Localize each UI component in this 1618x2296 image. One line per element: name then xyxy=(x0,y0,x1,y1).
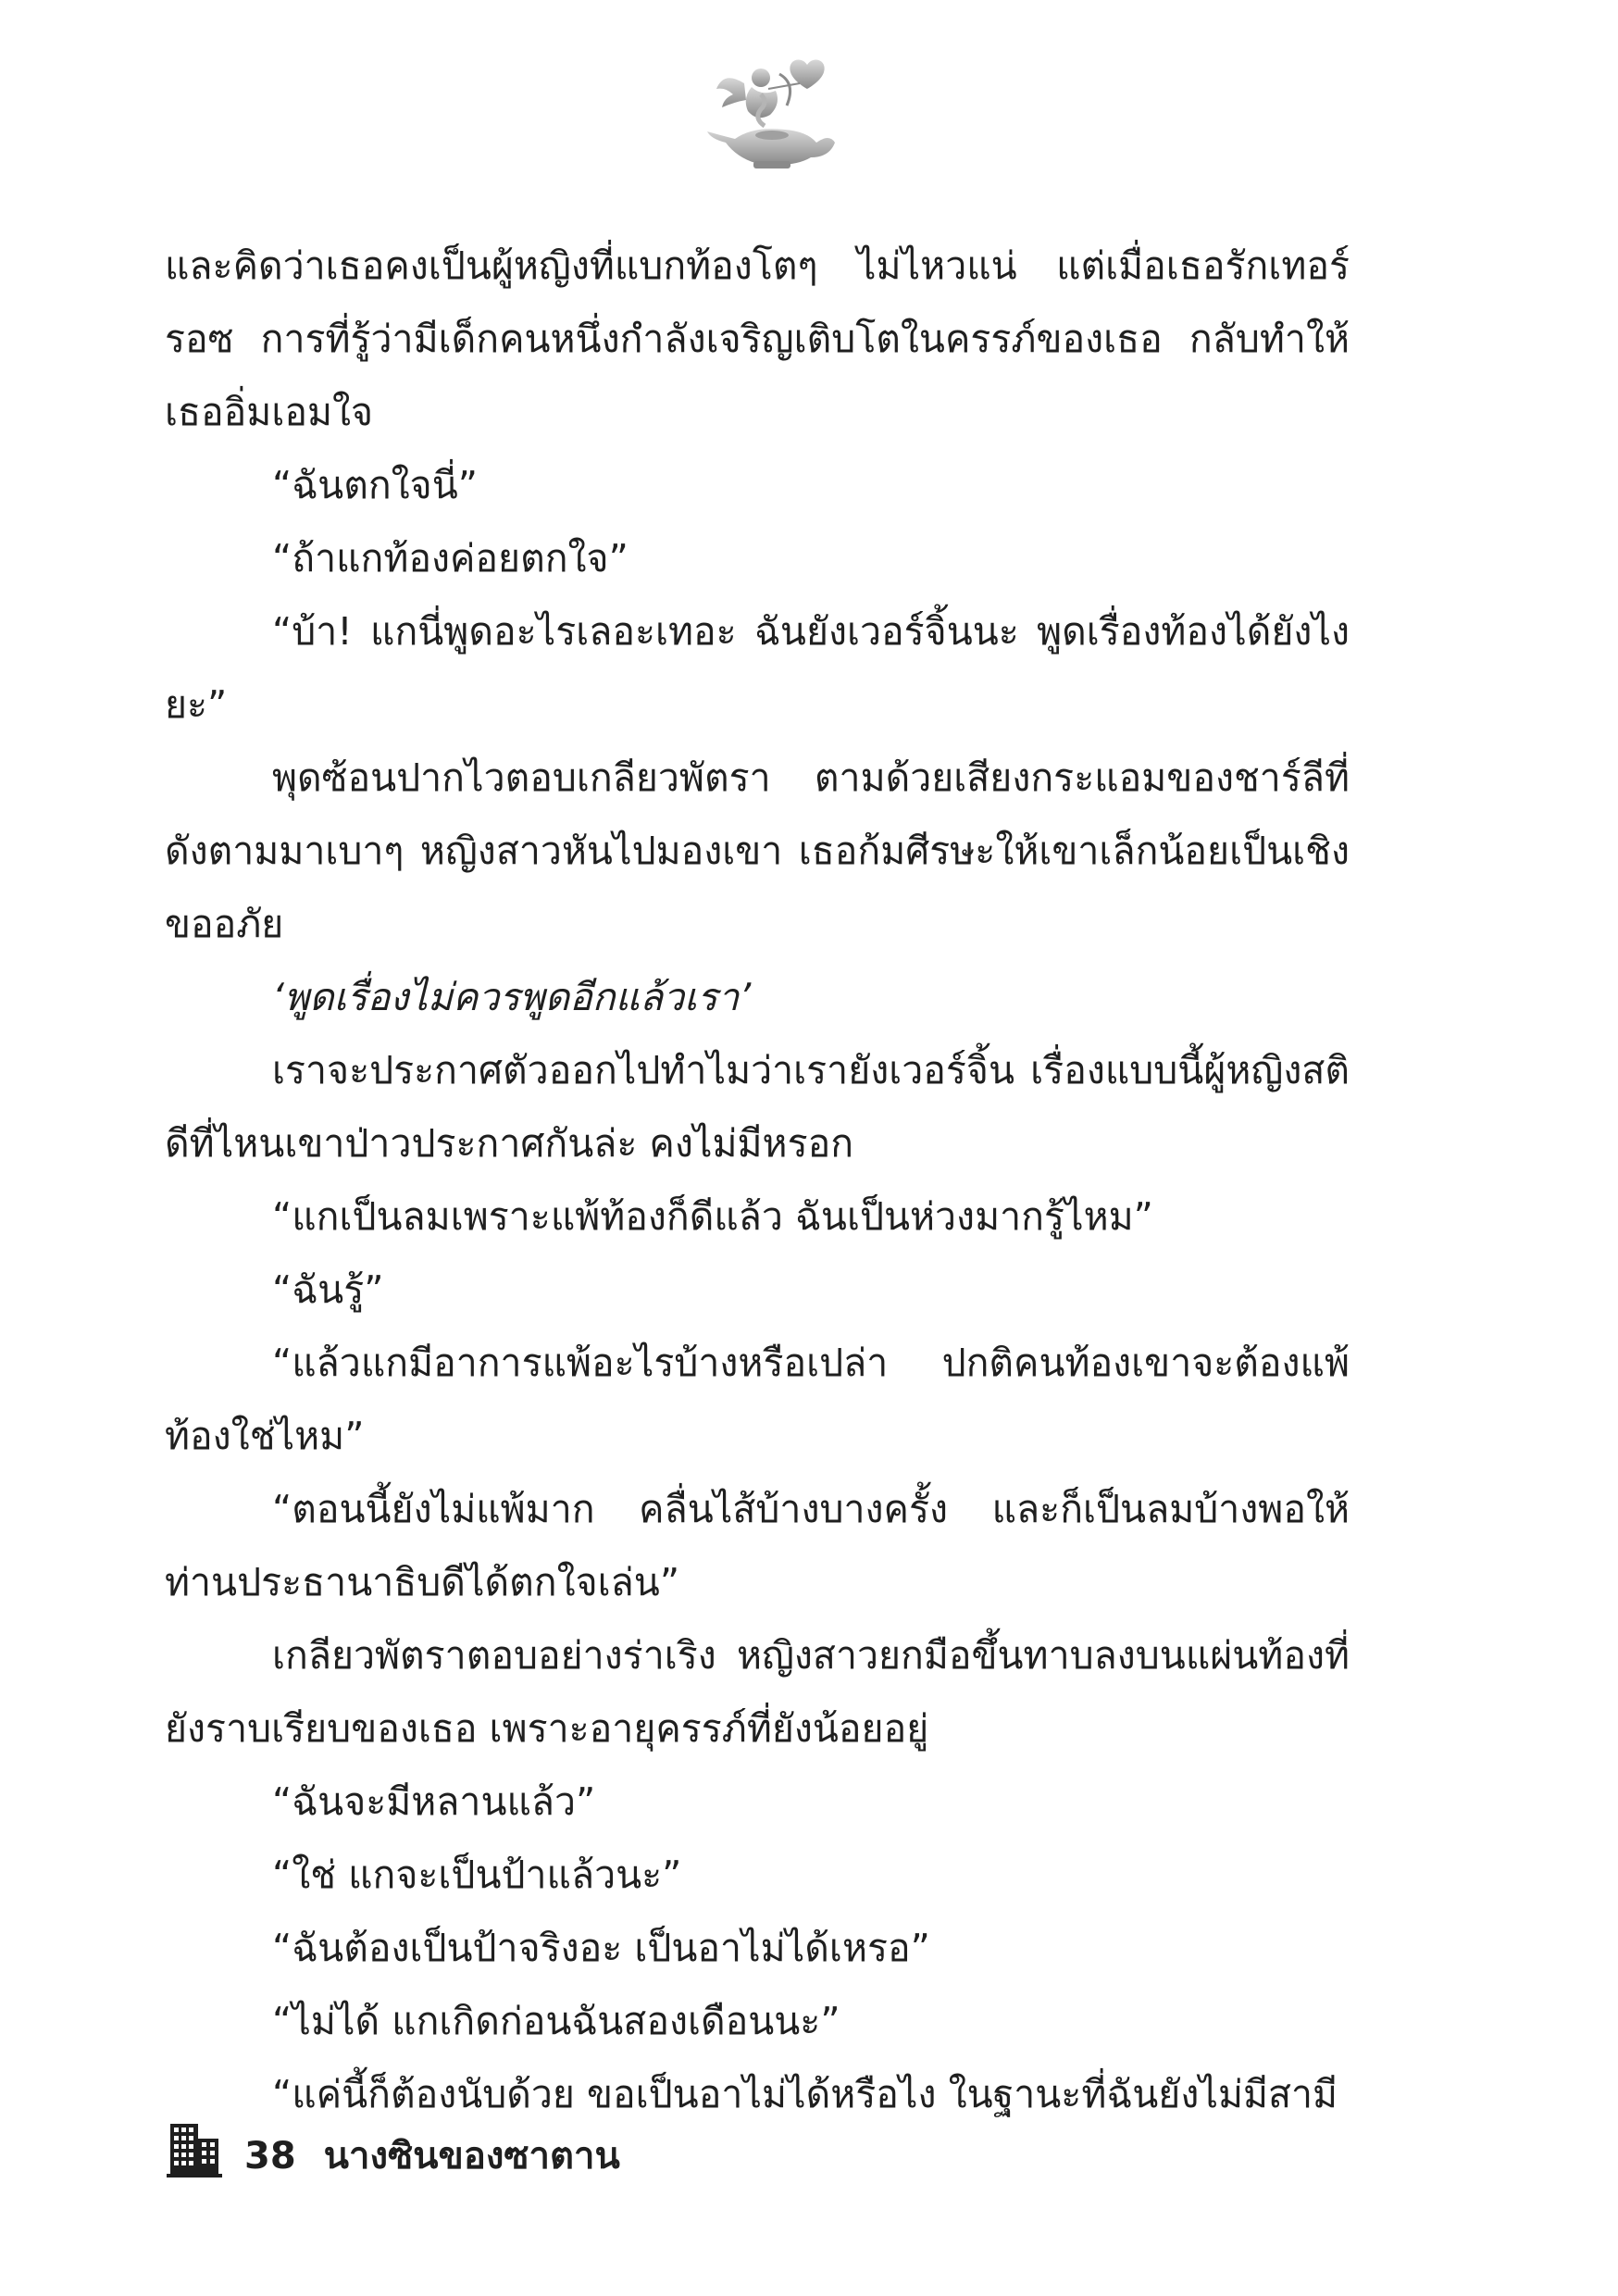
paragraph-17: “แค่นี้ก็ต้องนับด้วย ขอเป็นอาไม่ได้หรือไง ในฐานะที่ฉันยังไม่มีสามี xyxy=(272,2072,1338,2116)
page-footer xyxy=(165,2122,620,2177)
paragraph-11: “ตอนนี้ยังไม่แพ้มาก คลื่นไส้บ้างบางครั้ง และก็เป็นลมบ้างพอให้ท่านประธานาธิบดีได้ตกใจเล่น” xyxy=(165,1487,1350,1604)
paragraph-10: “แล้วแกมีอาการแพ้อะไรบ้างหรือเปล่า ปกติคนท้องเขาจะต้องแพ้ท้องใช่ไหม” xyxy=(165,1341,1350,1458)
paragraph-7: เราจะประกาศตัวออกไปทำไมว่าเรายังเวอร์จิ้น เรื่องแบบนี้ผู้หญิงสติดีที่ไหนเขาป่าวประกาศกันล่ะ คงไม่มีหรอก xyxy=(165,1048,1350,1166)
cupid-lamp-ornament-icon xyxy=(703,46,842,185)
paragraph-5: พุดซ้อนปากไวตอบเกลียวพัตรา ตามด้วยเสียงกระแอมของชาร์ลีที่ดังตามมาเบาๆ หญิงสาวหันไปมองเขา เธอก้มศีรษะให้เขาเล็กน้อยเป็นเชิงขออภัย xyxy=(165,755,1350,946)
paragraph-15: “ฉันต้องเป็นป้าจริงอะ เป็นอาไม่ได้เหรอ” xyxy=(272,1926,930,1970)
paragraph-6-thought: ‘พูดเรื่องไม่ควรพูดอีกแล้วเรา’ xyxy=(272,975,752,1019)
paragraph-16: “ไม่ได้ แกเกิดก่อนฉันสองเดือนนะ” xyxy=(272,1999,840,2043)
paragraph-12: เกลียวพัตราตอบอย่างร่าเริง หญิงสาวยกมือขึ้นทาบลงบนแผ่นท้องที่ยังราบเรียบของเธอ เพราะอายุครรภ์ที่ยังน้อยอยู่ xyxy=(165,1633,1350,1751)
paragraph-1: และคิดว่าเธอคงเป็นผู้หญิงที่แบกท้องโตๆ ไม่ไหวแน่ แต่เมื่อเธอรักเทอร์รอซ การที่รู้ว่ามีเด็กคนหนึ่งกำลังเจริญเติบโตในครรภ์ของเธอ กลับทำให้เธออิ่มเอมใจ xyxy=(165,243,1350,434)
paragraph-13: “ฉันจะมีหลานแล้ว” xyxy=(272,1779,596,1824)
paragraph-9: “ฉันรู้” xyxy=(272,1267,384,1312)
paragraph-14: “ใช่ แกจะเป็นป้าแล้วนะ” xyxy=(272,1853,682,1897)
paragraph-4: “บ้า! แกนี่พูดอะไรเลอะเทอะ ฉันยังเวอร์จิ้นนะ พูดเรื่องท้องได้ยังไงยะ” xyxy=(165,609,1350,727)
building-icon xyxy=(165,2118,224,2177)
body-text xyxy=(165,230,1350,2131)
book-title: นางซินของซาตาน xyxy=(323,2135,620,2177)
paragraph-3: “ถ้าแกท้องค่อยตกใจ” xyxy=(272,536,629,580)
page-number: 38 xyxy=(244,2135,296,2177)
paragraph-8: “แกเป็นลมเพราะแพ้ท้องก็ดีแล้ว ฉันเป็นห่วงมากรู้ไหม” xyxy=(272,1194,1153,1239)
paragraph-2: “ฉันตกใจนี่” xyxy=(272,463,478,507)
